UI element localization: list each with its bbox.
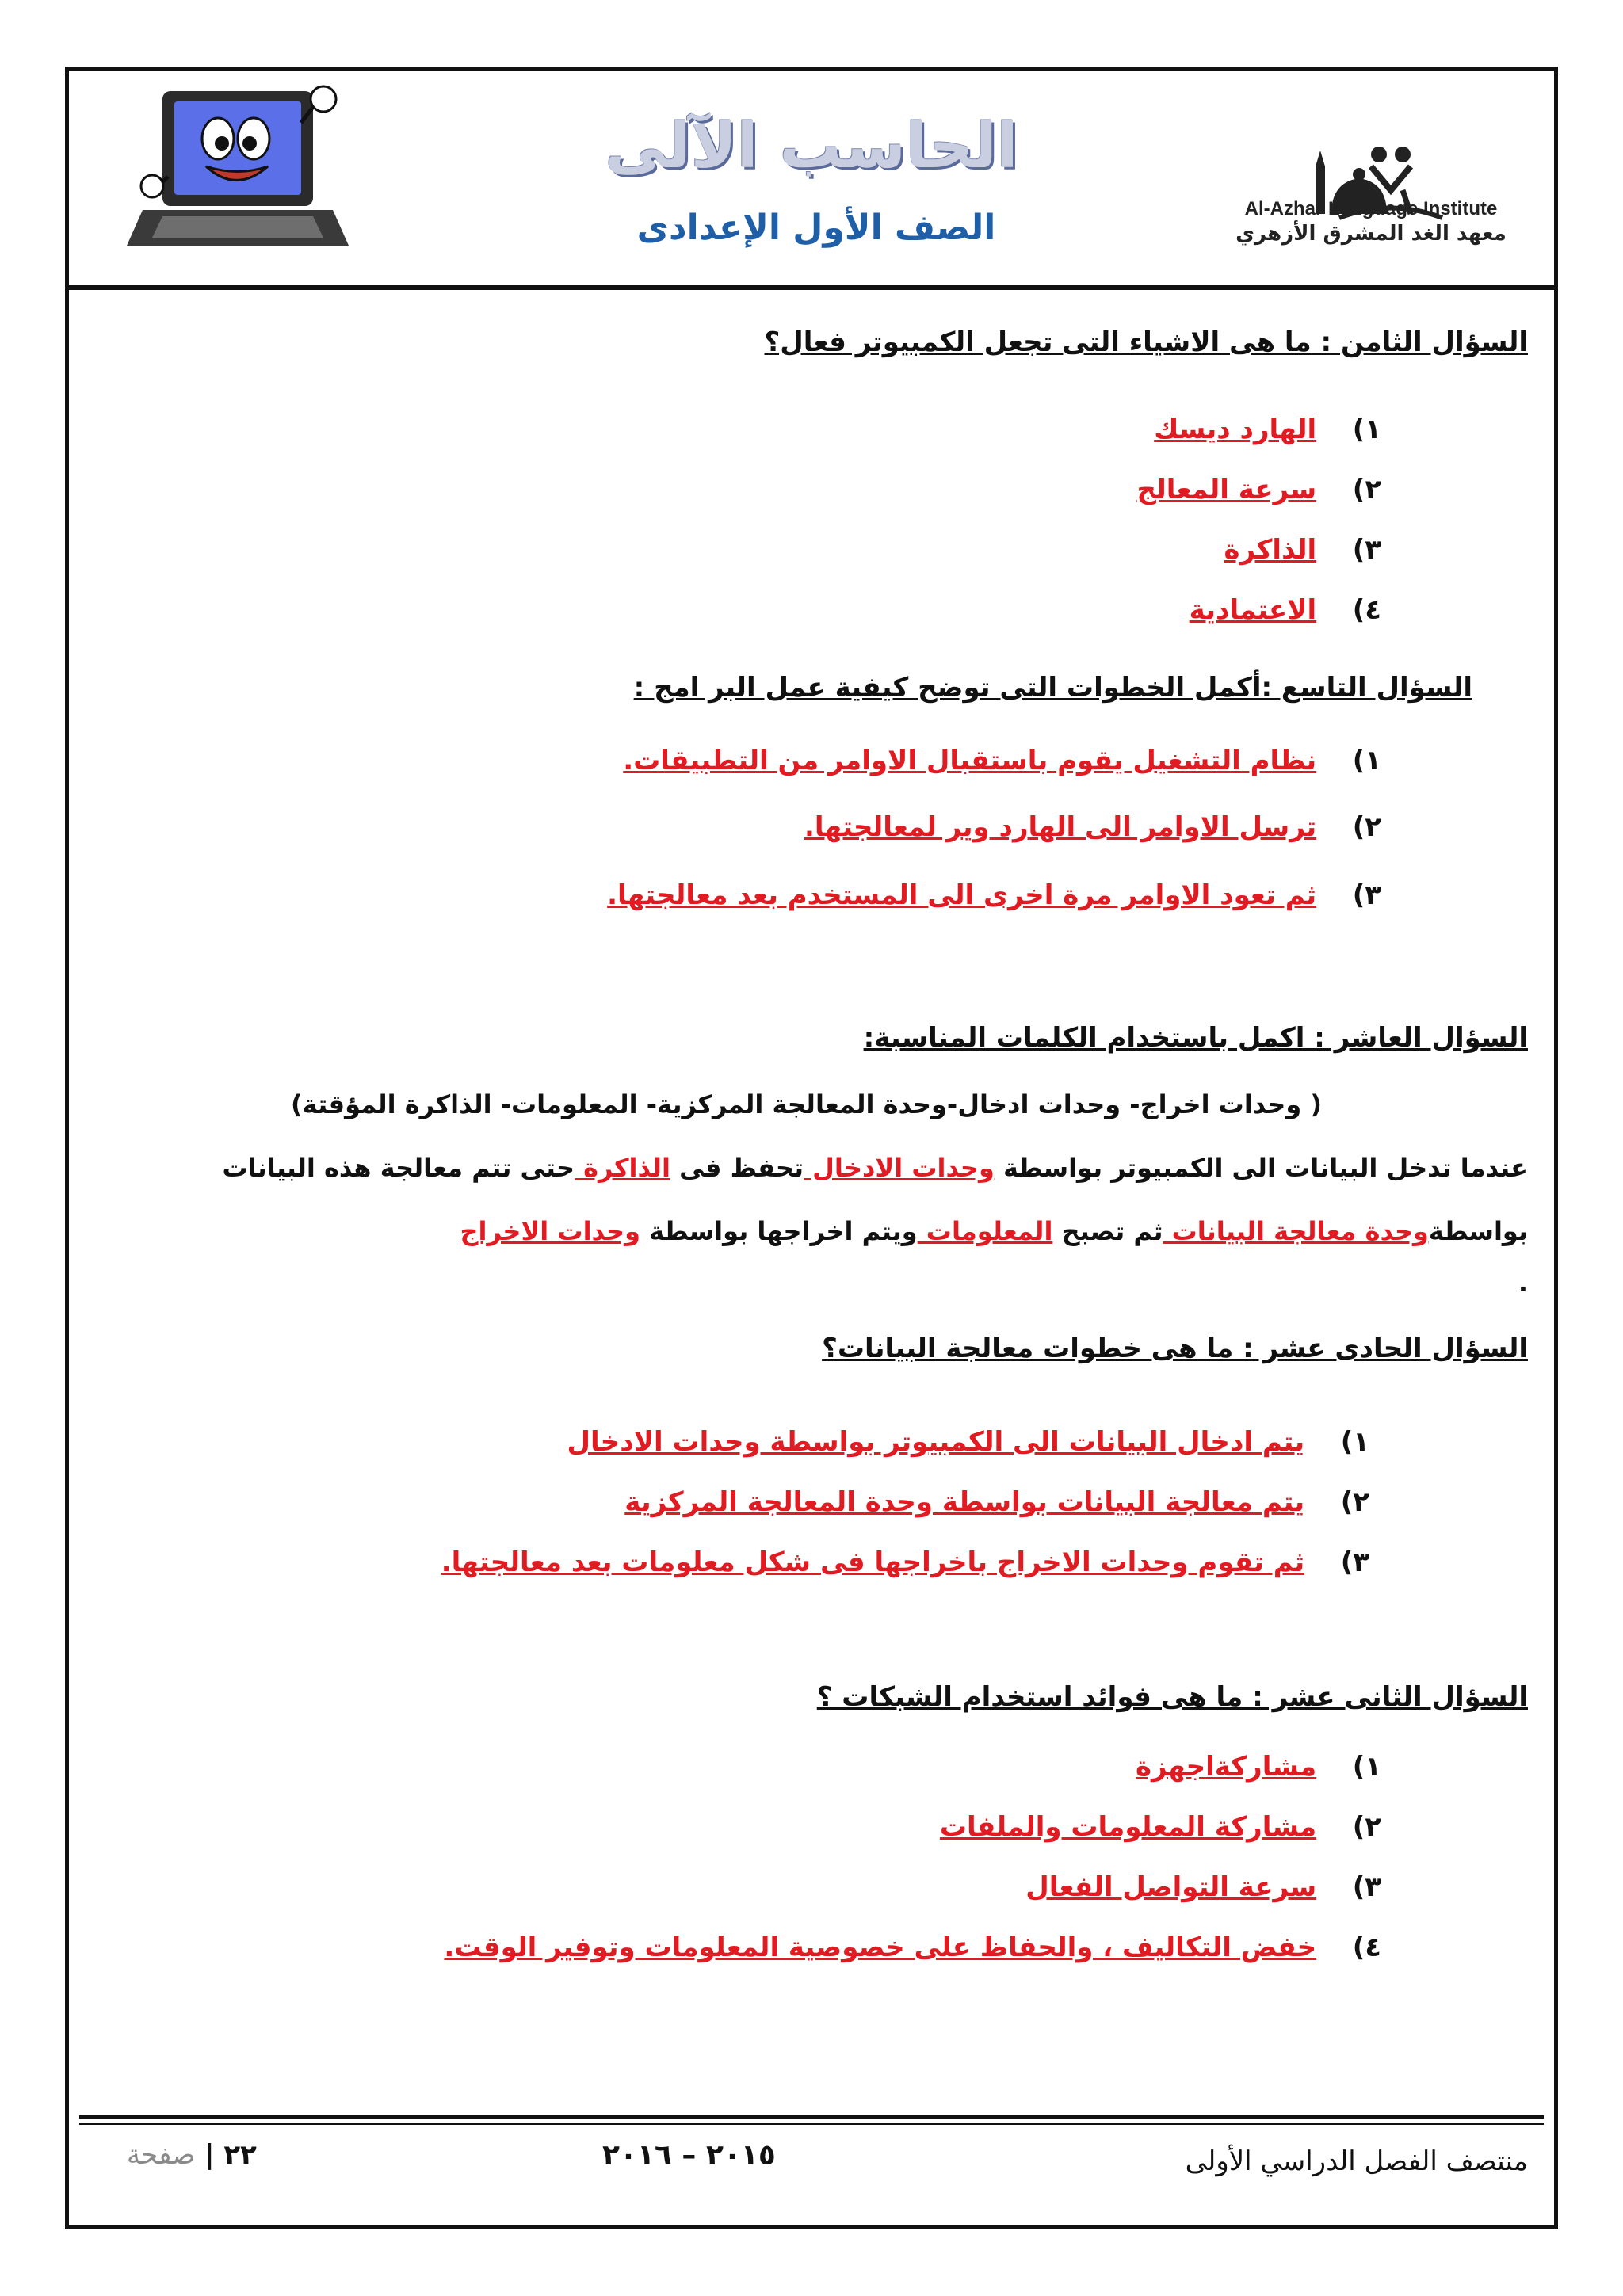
item-number: ١) (1352, 414, 1381, 445)
page-word: صفحة (127, 2139, 196, 2171)
footer-divider (79, 2123, 1544, 2125)
list-item (1224, 534, 1381, 566)
item-number: ٣) (1340, 1547, 1369, 1578)
text-segment: بواسطة (1428, 1216, 1528, 1246)
question-12: السؤال الثانى عشر : ما هى فوائد استخدام الشبكات ؟ (816, 1681, 1528, 1713)
text-segment: تحفظ فى (670, 1153, 804, 1183)
page-number-value: ٢٢ (223, 2139, 257, 2171)
header-divider (65, 285, 1558, 290)
question-8: السؤال الثامن : ما هى الاشياء التى تجعل الكمبيوتر فعال؟ (764, 326, 1528, 358)
institute-name-ar: معهد الغد المشرق الأزهري (1235, 222, 1507, 246)
word-bank: ( وحدات اخراج- وحدات ادخال-وحدة المعالجة المركزية- المعلومات- الذاكرة المؤقتة) (291, 1089, 1322, 1119)
text-segment: ويتم اخراجها بواسطة (640, 1216, 918, 1246)
page-number (127, 2139, 257, 2171)
text-segment: حتى تتم معالجة هذه البيانات (222, 1153, 575, 1183)
list-item (804, 811, 1381, 843)
answer-text: المعلومات (917, 1216, 1053, 1246)
answer-text: الذاكرة (1224, 534, 1317, 566)
institute-name-en: Al-Azhar Language Institute (1244, 198, 1498, 219)
academic-years: ٢٠١٥ – ٢٠١٦ (602, 2139, 776, 2172)
list-item (940, 1811, 1381, 1843)
answer-text: ثم تعود الاوامر مرة اخرى الى المستخدم بعد معالجتها. (607, 879, 1317, 911)
list-item (444, 1932, 1381, 1963)
item-number: ١) (1352, 745, 1381, 776)
item-number: ٢) (1352, 1811, 1381, 1843)
list-item (441, 1547, 1369, 1578)
answer-text: وحدات الادخال (803, 1153, 995, 1183)
list-item (1025, 1871, 1381, 1903)
item-number: ٣) (1352, 534, 1381, 566)
answer-text: مشاركةاجهزة (1135, 1751, 1317, 1783)
question-11: السؤال الحادى عشر : ما هى خطوات معالجة البيانات؟ (822, 1333, 1528, 1364)
answer-text: الهارد ديسك (1154, 414, 1317, 445)
item-number: ٤) (1352, 594, 1381, 626)
list-item (624, 1486, 1369, 1518)
list-item (607, 879, 1381, 911)
answer-text: يتم ادخال البيانات الى الكمبيوتر بواسطة وحدات الادخال (567, 1426, 1305, 1458)
text-segment: عندما تدخل البيانات الى الكمبيوتر بواسطة (994, 1153, 1528, 1183)
item-number: ٣) (1352, 879, 1381, 911)
item-number: ١) (1340, 1426, 1369, 1458)
term-label: منتصف الفصل الدراسي الأولى (1185, 2145, 1528, 2177)
answer-text: خفض التكاليف ، والحفاظ على خصوصية المعلومات وتوفير الوقت. (444, 1932, 1317, 1963)
list-item (1136, 1751, 1381, 1783)
list-item (1190, 594, 1381, 626)
question-10: السؤال العاشر : اكمل باستخدام الكلمات المناسبة: (863, 1022, 1528, 1054)
list-item (1154, 414, 1381, 445)
list-item (1136, 474, 1381, 505)
answer-text: ثم تقوم وحدات الاخراج باخراجها فى شكل معلومات بعد معالجتها. (441, 1547, 1305, 1578)
fill-line-3: . (1518, 1268, 1528, 1298)
answer-text: وحدة معالجة البيانات (1163, 1216, 1429, 1246)
answer-text: يتم معالجة البيانات بواسطة وحدة المعالجة المركزية (624, 1486, 1305, 1518)
item-number: ٣) (1352, 1871, 1381, 1903)
item-number: ٢) (1340, 1486, 1369, 1518)
answer-text: سرعة التواصل الفعال (1025, 1871, 1317, 1903)
fill-line-2 (460, 1216, 1528, 1246)
answer-text: سرعة المعالج (1136, 474, 1317, 505)
answer-text: ترسل الاوامر الى الهارد وير لمعالجتها. (804, 811, 1317, 843)
item-number: ٢) (1352, 474, 1381, 505)
answer-text: الذاكرة (575, 1153, 670, 1183)
item-number: ٤) (1352, 1932, 1381, 1963)
footer-divider (79, 2115, 1544, 2119)
item-number: ١) (1352, 1751, 1381, 1783)
grade-label: الصف الأول الإعدادى (636, 208, 996, 248)
question-9: السؤال التاسع :أكمل الخطوات التى توضح كيفية عمل البر امج : (633, 672, 1472, 704)
fill-line-1 (223, 1153, 1528, 1183)
answer-text: وحدات الاخراج (460, 1216, 640, 1246)
list-item (567, 1426, 1369, 1458)
text-segment: ثم تصبح (1052, 1216, 1163, 1246)
list-item (623, 745, 1381, 776)
separator: | (204, 2139, 215, 2171)
page-title: الحاسب الآلى (605, 111, 1018, 182)
answer-text: نظام التشغيل يقوم باستقبال الاوامر من التطبيقات. (623, 745, 1317, 776)
answer-text: مشاركة المعلومات والملفات (939, 1811, 1317, 1843)
page-frame (65, 67, 1558, 2229)
answer-text: الاعتمادية (1189, 594, 1317, 626)
item-number: ٢) (1352, 811, 1381, 843)
